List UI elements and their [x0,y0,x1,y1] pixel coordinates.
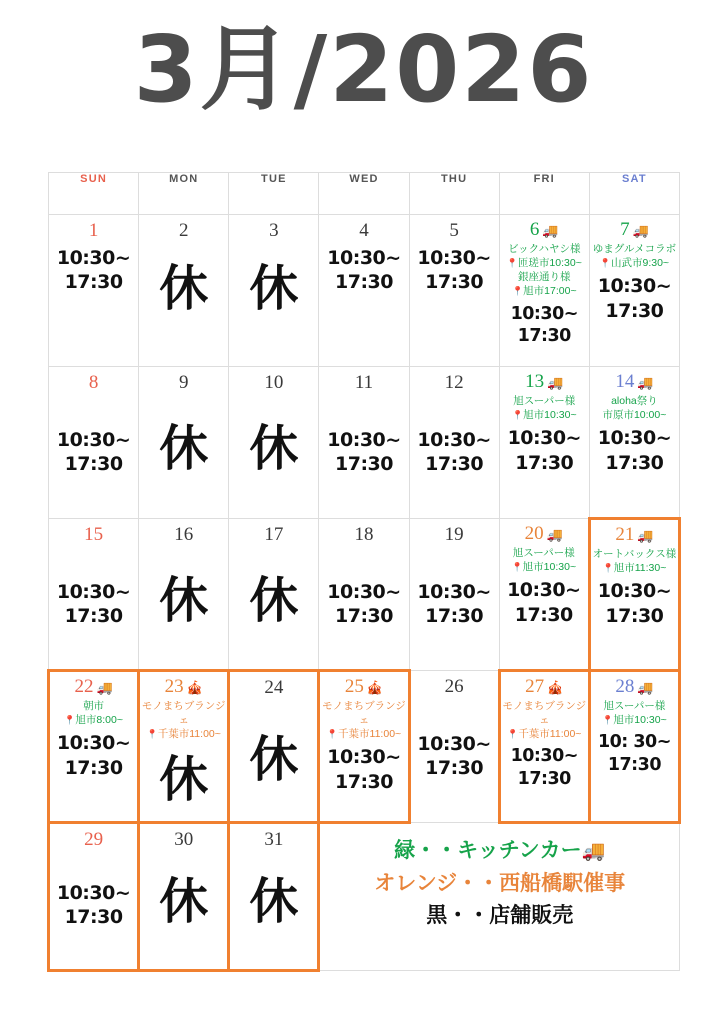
day-hours-20: 10:30~ 17:30 [507,579,581,626]
weekday-tue: TUE [229,173,319,215]
weekday-sun: SUN [49,173,139,215]
day-event-28: 旭スーパー様 📍旭市10:30~ [602,699,667,727]
day-number-20: 20 [524,523,544,544]
day-event-27: モノまちブランジェ 📍千葉市11:00~ [502,699,587,741]
day-number-13: 13 [525,371,545,392]
pin-icon: 📍 [599,258,611,269]
day-cell-13[interactable] [499,367,589,519]
calendar-week-5 [49,823,680,971]
day-number-5: 5 [449,220,459,241]
pin-icon: 📍 [326,729,339,740]
day-number-9: 9 [178,372,189,393]
day-cell-29[interactable] [49,823,139,971]
day-header-22 [50,672,137,698]
tent-icon: 🎪 [547,679,564,695]
day-closed-30: 休 [159,872,209,930]
day-hours-22: 10:30~ 17:30 [56,732,131,779]
day-cell-7[interactable] [589,215,679,367]
day-number-25: 25 [344,676,364,697]
calendar-table [47,172,681,972]
legend-cell [319,823,680,971]
day-number-22: 22 [74,676,94,697]
day-header-14 [590,367,679,393]
day-header-23 [140,672,227,698]
day-cell-19[interactable] [409,519,499,671]
day-cell-16[interactable] [139,519,229,671]
truck-icon: 🚚 [96,679,113,695]
day-header-7 [590,215,679,241]
truck-icon: 🚚 [632,222,649,238]
day-hours-25: 10:30~ 17:30 [327,746,401,793]
day-hours-21: 10:30~ 17:30 [597,580,672,627]
day-header-28 [591,672,678,698]
day-hours-5: 10:30~ 17:30 [417,246,491,294]
truck-icon: 🚚 [546,526,563,542]
day-number-29: 29 [84,829,104,850]
truck-icon: 🚚 [637,679,654,695]
pin-icon: 📍 [602,715,614,726]
legend-line-kitchencar: 緑・・キッチンカー🚚 [394,838,606,862]
day-cell-22[interactable] [49,671,139,823]
pin-icon: 📍 [602,563,614,574]
day-hours-13: 10:30~ 17:30 [507,427,581,474]
day-header-21 [591,520,678,546]
day-number-26: 26 [444,676,464,697]
day-closed-17: 休 [249,571,299,629]
weekday-sat: SAT [589,173,679,215]
pin-icon: 📍 [511,410,524,421]
day-cell-2[interactable] [139,215,229,367]
weekday-mon: MON [139,173,229,215]
day-cell-20[interactable] [499,519,589,671]
day-number-21: 21 [615,524,635,545]
day-hours-14: 10:30~ 17:30 [597,427,672,474]
day-cell-17[interactable] [229,519,319,671]
day-number-31: 31 [264,829,284,850]
day-number-28: 28 [615,676,635,697]
day-hours-18: 10:30~ 17:30 [327,580,401,628]
day-cell-27[interactable] [499,671,589,823]
pin-icon: 📍 [507,729,519,740]
legend [320,824,679,936]
day-number-19: 19 [444,524,464,545]
day-cell-11[interactable] [319,367,409,519]
day-header-6 [500,215,589,241]
day-header-27 [501,672,588,698]
day-number-30: 30 [174,829,194,850]
day-number-15: 15 [84,524,104,545]
day-number-11: 11 [354,372,374,393]
day-cell-15[interactable] [49,519,139,671]
day-hours-27: 10:30~ 17:30 [510,746,578,789]
day-closed-31: 休 [249,872,299,930]
weekday-fri: FRI [499,173,589,215]
day-number-17: 17 [264,524,284,545]
day-cell-12[interactable] [409,367,499,519]
day-number-14: 14 [615,371,635,392]
legend-line-event: オレンジ・・西船橋駅催事 [374,870,626,895]
day-number-2: 2 [178,220,189,241]
truck-icon: 🚚 [637,374,654,390]
day-number-4: 4 [359,220,369,241]
day-cell-4[interactable] [319,215,409,367]
day-number-23: 23 [164,676,184,697]
weekday-wed: WED [319,173,409,215]
day-closed-23: 休 [159,751,209,809]
pin-icon: 📍 [506,258,518,269]
day-number-24: 24 [264,677,284,698]
calendar-week-2 [49,367,680,519]
day-cell-5[interactable] [409,215,499,367]
day-number-27: 27 [525,676,545,697]
legend-line-store: 黒・・店舗販売 [426,903,574,928]
day-hours-29: 10:30~ 17:30 [56,881,131,929]
page-title: 3月/2026 [133,16,594,123]
truck-icon: 🚚 [547,374,564,390]
day-number-12: 12 [444,372,464,393]
day-cell-25[interactable] [319,671,409,823]
day-cell-14[interactable] [589,367,679,519]
day-cell-6[interactable] [499,215,589,367]
tent-icon: 🎪 [366,679,384,695]
day-event-7: ゆまグルメコラボ 📍山武市9:30~ [592,242,677,270]
day-number-7: 7 [620,219,630,240]
calendar-week-3 [49,519,680,671]
day-number-6: 6 [529,219,540,240]
day-hours-11: 10:30~ 17:30 [327,428,401,476]
day-hours-19: 10:30~ 17:30 [417,580,491,628]
day-closed-24: 休 [249,730,299,788]
day-closed-9: 休 [159,419,209,477]
day-cell-1[interactable] [49,215,139,367]
day-hours-6: 10:30~ 17:30 [510,303,578,346]
day-hours-15: 10:30~ 17:30 [56,580,131,628]
day-number-8: 8 [88,372,99,393]
day-header-13 [500,367,589,393]
pin-icon: 📍 [511,286,524,297]
day-hours-12: 10:30~ 17:30 [417,428,491,476]
calendar-week-1 [49,215,680,367]
day-hours-1: 10:30~ 17:30 [56,246,131,294]
day-cell-3[interactable] [229,215,319,367]
day-hours-7: 10:30~ 17:30 [597,275,672,322]
weekday-header-row [49,173,680,215]
day-closed-16: 休 [159,571,209,629]
day-closed-2: 休 [159,259,209,317]
pin-icon: 📍 [146,729,158,740]
truck-icon: 🚚 [581,840,606,862]
day-hours-4: 10:30~ 17:30 [327,246,401,294]
day-cell-31[interactable] [229,823,319,971]
day-event-20: 旭スーパー様 📍旭市10:30~ [511,546,577,574]
day-hours-28: 10: 30~ 17:30 [597,732,671,775]
day-cell-28[interactable] [589,671,679,823]
day-header-25 [320,672,407,698]
truck-icon: 🚚 [637,527,654,543]
calendar-week-4 [49,671,680,823]
day-hours-8: 10:30~ 17:30 [56,428,131,476]
day-cell-9[interactable] [139,367,229,519]
day-cell-8[interactable] [49,367,139,519]
day-event-14: aloha祭り 市原市10:00~ [602,394,667,422]
day-number-10: 10 [264,372,284,393]
tent-icon: 🎪 [186,679,203,695]
day-number-3: 3 [269,220,279,241]
day-cell-24[interactable] [229,671,319,823]
weekday-thu: THU [409,173,499,215]
day-number-18: 18 [354,524,374,545]
day-cell-30[interactable] [139,823,229,971]
day-event-6: ビックハヤシ様 📍匝瑳市10:30~ 銀座通り様 📍旭市17:00~ [506,242,582,298]
pin-icon: 📍 [64,715,76,726]
day-hours-26: 10:30~ 17:30 [417,732,491,780]
day-closed-10: 休 [249,419,299,477]
truck-icon: 🚚 [542,222,559,238]
day-number-16: 16 [174,524,194,545]
day-cell-21[interactable] [589,519,679,671]
day-header-20 [500,519,588,545]
day-cell-23[interactable] [139,671,229,823]
day-cell-26[interactable] [409,671,499,823]
day-event-21: オートバックス様 📍旭市11:30~ [592,547,677,575]
day-event-23: モノまちブランジェ 📍千葉市11:00~ [141,699,226,741]
day-event-13: 旭スーパー様 📍旭市10:30~ [511,394,577,422]
day-cell-10[interactable] [229,367,319,519]
day-closed-3: 休 [249,259,299,317]
day-event-25: モノまちブランジェ 📍千葉市11:00~ [322,699,406,741]
day-number-1: 1 [88,220,99,241]
day-cell-18[interactable] [319,519,409,671]
day-event-22: 朝市 📍旭市8:00~ [64,699,123,727]
pin-icon: 📍 [511,562,523,573]
